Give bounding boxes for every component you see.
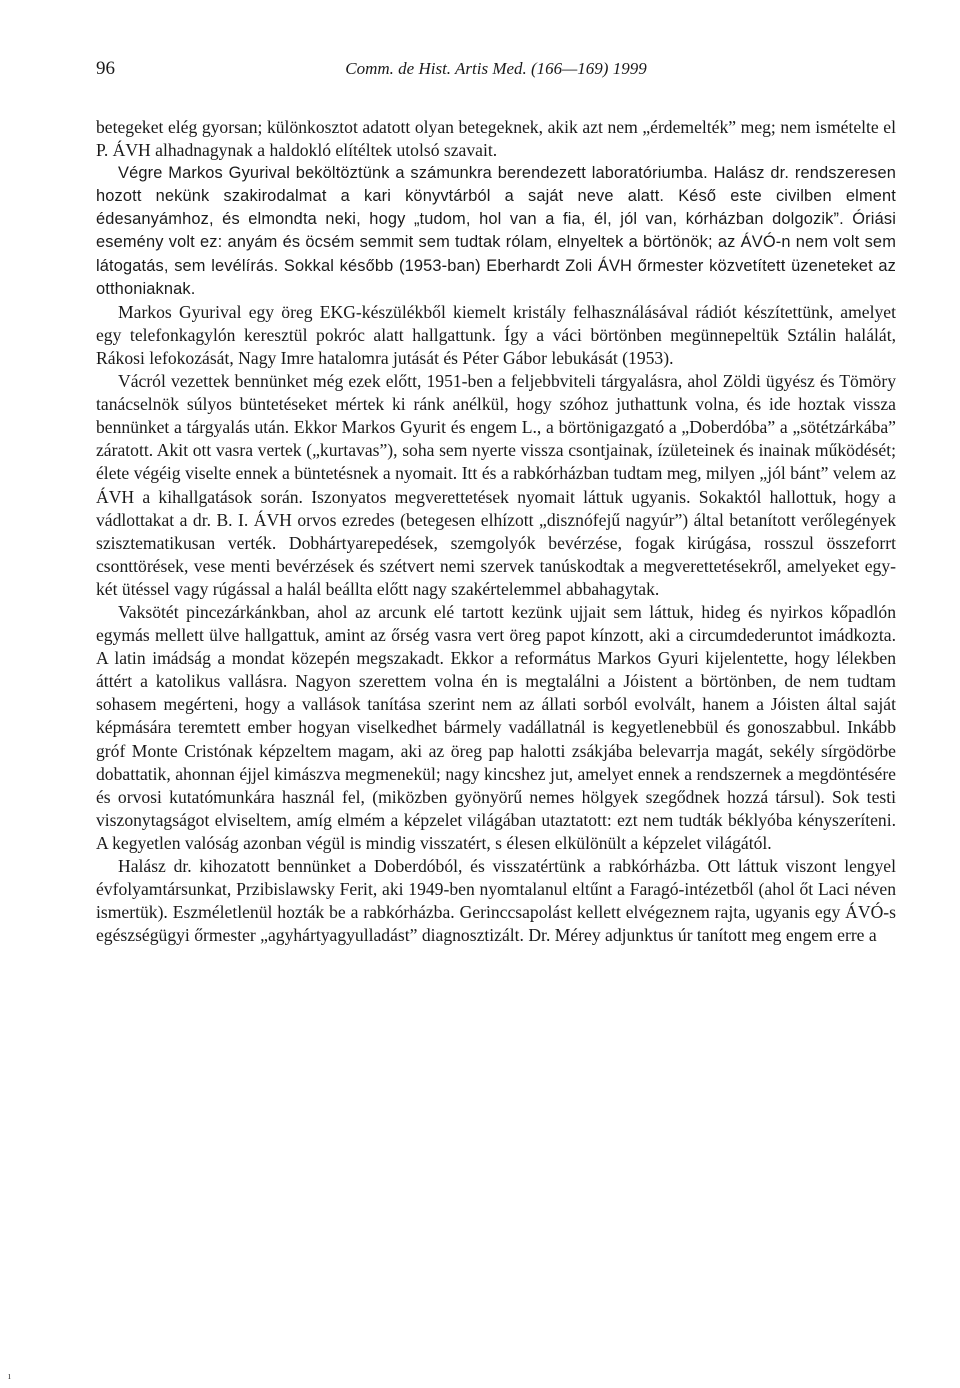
- paragraph: Markos Gyurival egy öreg EKG-készülékből kiemelt kristály felhasználásával rádiót készítettünk, amelyet egy telefonkagylón keresztül pokróc alatt hallgattunk. Így a váci börtönben megünnepeltük Sztálin halálát, Rákosi lefokozását, Nagy Imre hatalomra jutását és Péter Gábor lebukását (1953).: [96, 301, 896, 368]
- paragraph: Vaksötét pincezárkánkban, ahol az arcunk elé tartott kezünk ujjait sem láttuk, hideg és nyirkos kőpadlón egymás mellett ülve hallgattuk, amint az őrség vasra vert öreg papot kínzott, aki a circumdederuntot imádkozta. A latin imádság a mondat közepén megszakadt. Ekkor a református Markos Gyuri kijelentette, hogy lélekben áttért a katolikus vallásra. Nagyon szerettem volna én is megtalálni a Jóistent a börtönben, de nem tudtam sohasem megérteni, hogy a vallások tanítása szerint nem az állati sorból evolvált, hanem a Jóisten által saját képmására teremtett ember hogyan viselkedhet bármely vadállatnál is kegyetlenebbül és gonoszabbul. Inkább gróf Monte Cristónak képzeltem magam, aki az öreg pap halotti zsákjába belevarrja magát, sekély sírgödörbe dobattatik, ahonnan éjjel kimászva megmenekül; nagy kincshez jut, amelyet ennek a rendszernek a megdöntésére és orvosi kutatómunkára használ fel, (miközben gyönyörű nemes hölgyek szegődnek hozzá társul). Sok testi viszonytagságot elviseltem, amíg elmém a képzelet világában utaztatott: ezt nem tudták béklyóba kényszeríteni. A kegyetlen valóság azonban végül is mindig visszatért, s élesen elkülönült a képzelet világától.: [96, 601, 896, 853]
- paragraph: Végre Markos Gyurival beköltöztünk a számunkra berendezett laboratóriumba. Halász dr. rendszeresen hozott nekünk szakirodalmat a kari könyvtárból a saját neve alatt. Késő este civilben elment édesanyámhoz, és elmondta neki, hogy „tudom, hol van a fia, él, jól van, kórházban dolgozik”. Óriási esemény volt ez: anyám és öcsém semmit sem tudtak rólam, elnyeltek a börtönök; az ÁVÓ-n nem volt sem látogatás, sem levélírás. Sokkal később (1953-ban) Eberhardt Zoli ÁVH őrmester közvetített üzeneteket az otthoniaknak.: [96, 164, 896, 298]
- paragraph: Halász dr. kihozatott bennünket a Doberdóból, és visszatértünk a rabkórházba. Ott láttuk viszont lengyel évfolyamtársunkat, Przibislawsky Ferit, aki 1949-ben nyomtalanul eltűnt a Faragó-intézetből (ahol őt Laci néven ismertük). Eszméletlenül hozták be a rabkórházba. Gerinccsapolást kellett elvégeznem rajta, ugyanis egy ÁVÓ-s egészségügyi őrmester „agyhártyagyulladást” diagnosztizált. Dr. Mérey adjunktus úr tanított meg engem erre a: [96, 856, 896, 946]
- article-body: [96, 116, 896, 947]
- paragraph: Vácról vezettek bennünket még ezek előtt, 1951-ben a feljebbviteli tárgyalásra, ahol Zöldi ügyész és Tömöry tanácselnök súlyos büntetéseket mértek ki ránk anélkül, hogy szóhoz juthattunk volna, és ide hoztak vissza bennünket a tárgyalás után. Ekkor Markos Gyurit és engem L., a börtönigazgató a „Doberdóba” a „sötétzárkába” záratott. Akit ott vasra vertek („kurtavas”), soha sem nyerte vissza csontjainak, ízületeinek és inainak működését; élete végéig viselte ennek a büntetésnek a nyomait. Itt és a rabkórházban tudtam meg, milyen „jól bánt” velem az ÁVH a kihallgatások során. Iszonyatos megverettetések nyomait láttuk ugyanis. Sokaktól hallottuk, hogy a vádlottakat a dr. B. I. ÁVH orvos ezredes (betegesen elhízott „disznófejű nagyúr”) által betanított verőlegények szisztematikusan verték. Dobhártyarepedések, szemgolyók bevérzése, fogak kirúgása, rosszul összeforrt csonttörések, vese menti bevérzések és szétvert nemi szervek tanúskodtak a megverettetésekről, amelyeket egy-két ütéssel vagy rúgással a halál beállta előtt nagy szakértelemmel abbahagytak.: [96, 371, 896, 599]
- page-number: 96: [96, 58, 115, 79]
- journal-reference: Comm. de Hist. Artis Med. (166—169) 1999: [345, 59, 647, 78]
- running-header: [96, 56, 896, 86]
- paragraph: betegeket elég gyorsan; különkosztot adatott olyan betegeknek, akik azt nem „érdemelték” meg; nem ismételte el P. ÁVH alhadnagynak a haldokló elítéltek utolsó szavait.: [96, 117, 896, 161]
- scan-margin-mark: ı: [8, 1371, 11, 1382]
